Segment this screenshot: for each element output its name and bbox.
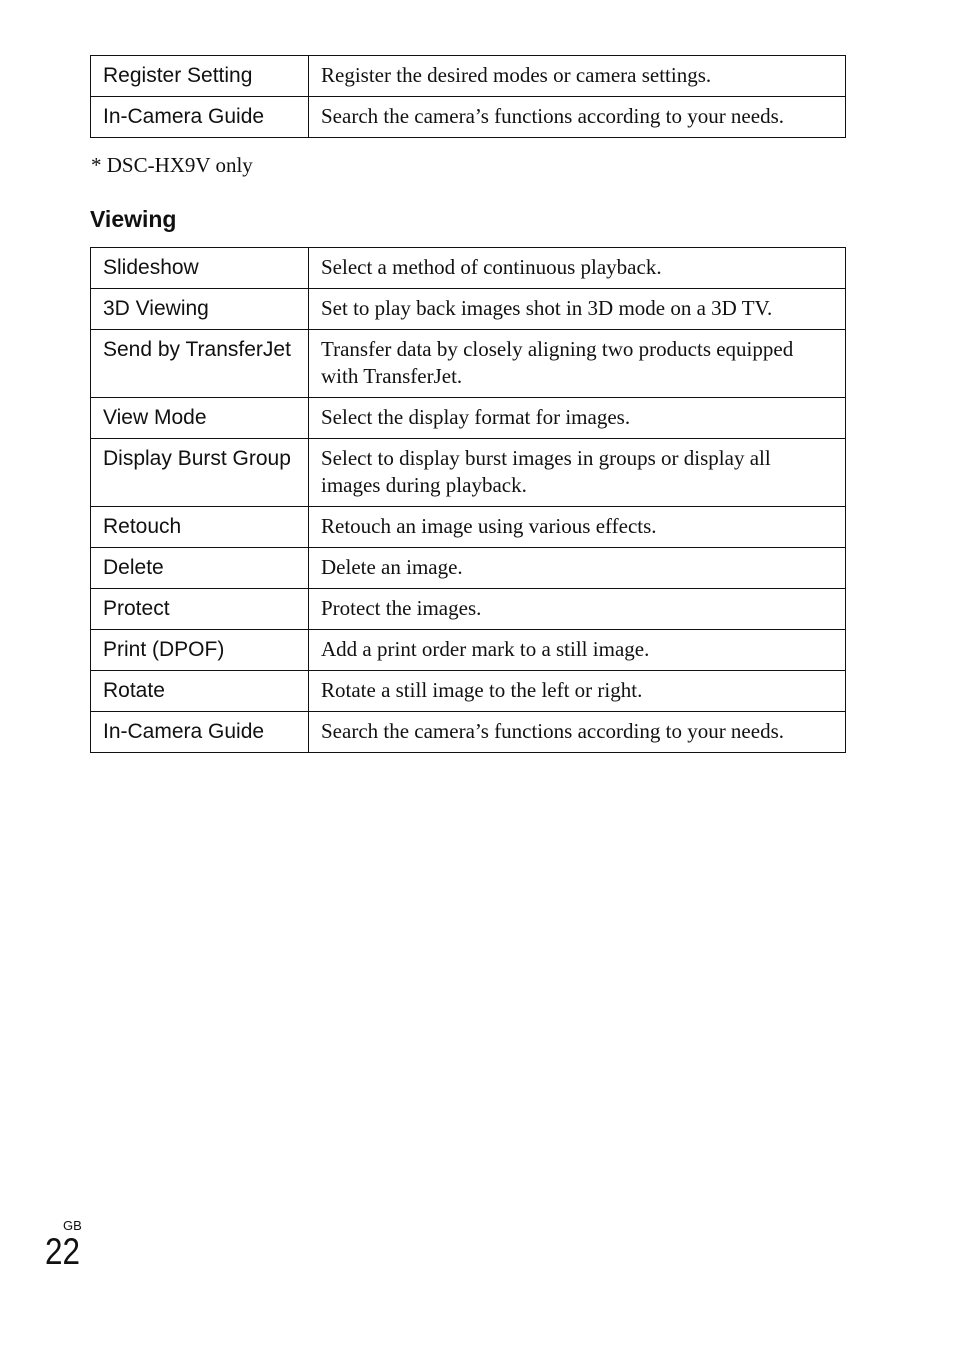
row-description: Register the desired modes or camera settings. bbox=[309, 56, 846, 97]
table-row bbox=[91, 589, 846, 630]
table-row bbox=[91, 671, 846, 712]
table-row bbox=[91, 398, 846, 439]
row-term: In-Camera Guide bbox=[91, 97, 309, 138]
table-row bbox=[91, 712, 846, 753]
row-term: Protect bbox=[91, 589, 309, 630]
table-row bbox=[91, 56, 846, 97]
row-description: Rotate a still image to the left or right. bbox=[309, 671, 846, 712]
row-description: Search the camera’s functions according to your needs. bbox=[309, 97, 846, 138]
row-description: Delete an image. bbox=[309, 548, 846, 589]
table-row bbox=[91, 330, 846, 398]
row-description: Set to play back images shot in 3D mode on a 3D TV. bbox=[309, 289, 846, 330]
row-term: Retouch bbox=[91, 507, 309, 548]
row-description: Transfer data by closely aligning two products equipped with TransferJet. bbox=[309, 330, 846, 398]
table-row bbox=[91, 289, 846, 330]
table-row bbox=[91, 248, 846, 289]
row-term: Print (DPOF) bbox=[91, 630, 309, 671]
page-number: 22 bbox=[45, 1231, 80, 1272]
row-description: Search the camera’s functions according to your needs. bbox=[309, 712, 846, 753]
viewing-table bbox=[90, 247, 846, 753]
row-term: Display Burst Group bbox=[91, 439, 309, 507]
row-term: Register Setting bbox=[91, 56, 309, 97]
row-description: Protect the images. bbox=[309, 589, 846, 630]
table-row bbox=[91, 548, 846, 589]
table-row bbox=[91, 97, 846, 138]
section-heading-viewing: Viewing bbox=[90, 206, 177, 232]
row-term: In-Camera Guide bbox=[91, 712, 309, 753]
row-description: Select to display burst images in groups or display all images during playback. bbox=[309, 439, 846, 507]
settings-table bbox=[90, 55, 846, 138]
table-row bbox=[91, 507, 846, 548]
row-term: 3D Viewing bbox=[91, 289, 309, 330]
row-term: Delete bbox=[91, 548, 309, 589]
row-term: Rotate bbox=[91, 671, 309, 712]
footnote: * DSC-HX9V only bbox=[91, 153, 253, 177]
table-row bbox=[91, 630, 846, 671]
row-description: Select the display format for images. bbox=[309, 398, 846, 439]
row-term: Slideshow bbox=[91, 248, 309, 289]
row-description: Add a print order mark to a still image. bbox=[309, 630, 846, 671]
row-term: Send by TransferJet bbox=[91, 330, 309, 398]
table-row bbox=[91, 439, 846, 507]
row-description: Retouch an image using various effects. bbox=[309, 507, 846, 548]
row-description: Select a method of continuous playback. bbox=[309, 248, 846, 289]
page-region-label: GB bbox=[63, 1218, 82, 1233]
row-term: View Mode bbox=[91, 398, 309, 439]
